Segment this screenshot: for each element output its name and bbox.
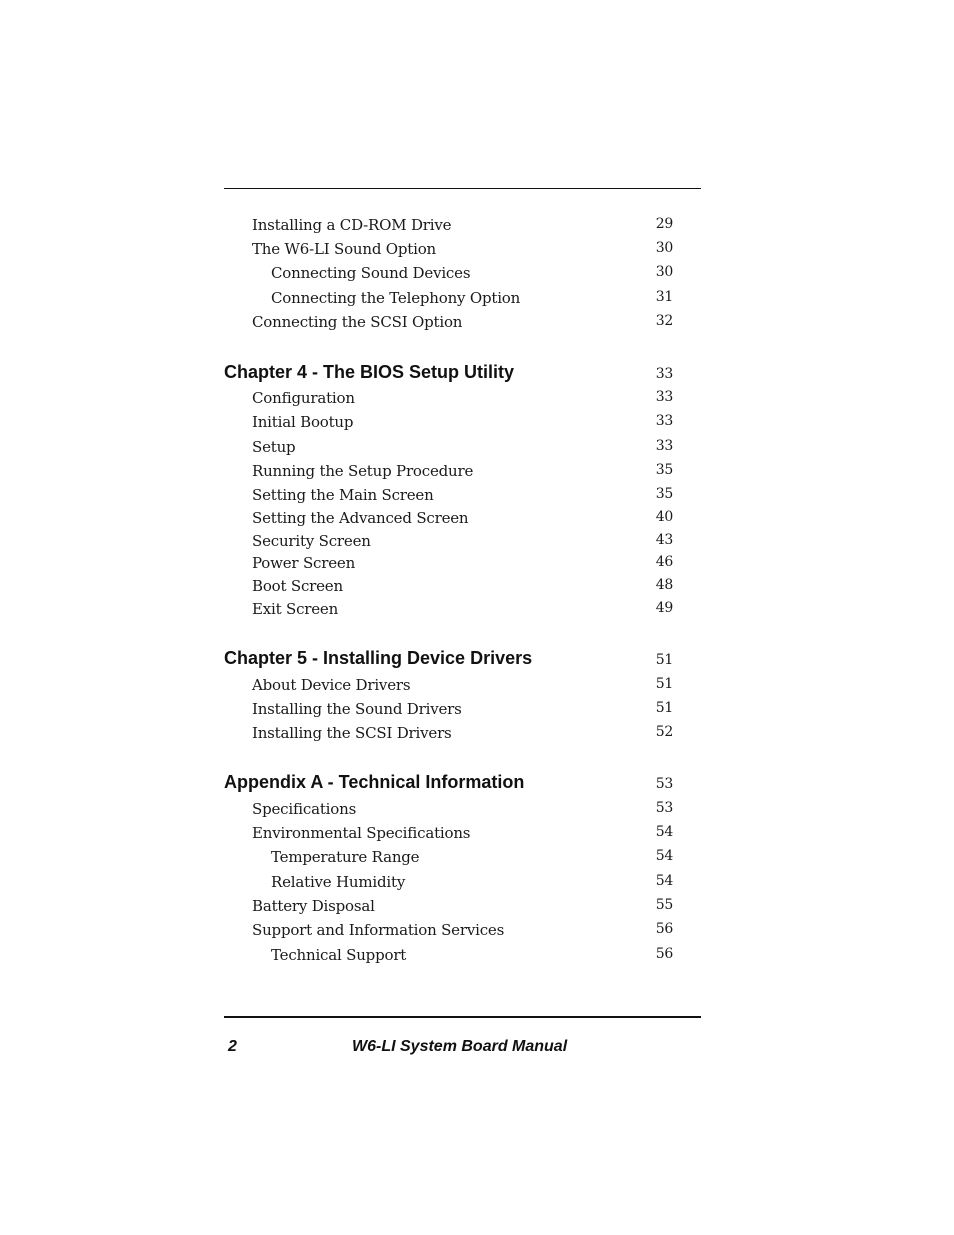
toc-entry-page: 49 (655, 600, 673, 616)
toc-chapter-entry (0, 648, 954, 670)
toc-entry-page: 33 (655, 366, 673, 382)
toc-entry-page: 56 (655, 921, 673, 937)
toc-chapter-entry (0, 362, 954, 384)
toc-entry (0, 800, 954, 822)
toc-entry-title: Exit Screen (252, 600, 339, 618)
toc-entry (0, 216, 954, 238)
toc-entry-title: Security Screen (252, 532, 371, 550)
toc-entry-title: Support and Information Services (252, 921, 505, 939)
toc-entry-page: 53 (655, 800, 673, 816)
toc-entry-page: 35 (655, 486, 673, 502)
toc-entry-page: 52 (655, 724, 673, 740)
footer-title: W6-LI System Board Manual (352, 1038, 568, 1055)
toc-entry (0, 676, 954, 698)
toc-entry-title: Chapter 4 - The BIOS Setup Utility (224, 362, 515, 382)
toc-entry-page: 54 (655, 824, 673, 840)
toc-entry (0, 240, 954, 262)
toc-entry-page: 31 (655, 289, 673, 305)
toc-entry-page: 40 (655, 509, 673, 525)
toc-entry (0, 946, 954, 968)
toc-entry (0, 289, 954, 311)
toc-entry-page: 35 (655, 462, 673, 478)
toc-entry-title: Temperature Range (271, 848, 420, 866)
toc-entry (0, 897, 954, 919)
toc-entry-title: Boot Screen (252, 577, 343, 595)
toc-entry (0, 873, 954, 895)
toc-entry-page: 55 (655, 897, 673, 913)
toc-entry-page: 32 (655, 313, 673, 329)
toc-entry-page: 53 (655, 776, 673, 792)
toc-entry (0, 438, 954, 460)
toc-entry (0, 313, 954, 335)
toc-entry (0, 413, 954, 435)
toc-entry-title: About Device Drivers (252, 676, 411, 694)
toc-entry-title: Setting the Advanced Screen (252, 509, 469, 527)
toc-entry-title: Connecting the SCSI Option (252, 313, 463, 331)
toc-entry-page: 51 (655, 652, 673, 668)
toc-entry-page: 56 (655, 946, 673, 962)
toc-entry (0, 724, 954, 746)
toc-entry-page: 33 (655, 438, 673, 454)
toc-entry-page: 30 (655, 264, 673, 280)
toc-entry-page: 51 (655, 676, 673, 692)
toc-entry-title: Specifications (252, 800, 357, 818)
toc-entry-title: Power Screen (252, 554, 356, 572)
toc-entry (0, 921, 954, 943)
toc-entry-page: 54 (655, 848, 673, 864)
toc-entry-page: 46 (655, 554, 673, 570)
toc-entry (0, 486, 954, 508)
toc-entry-page: 43 (655, 532, 673, 548)
bottom-rule (224, 1016, 701, 1018)
footer-page-number: 2 (228, 1038, 237, 1055)
toc-entry-title: Environmental Specifications (252, 824, 471, 842)
toc-entry (0, 554, 954, 576)
toc-entry (0, 824, 954, 846)
toc-entry (0, 462, 954, 484)
toc-entry-page: 33 (655, 413, 673, 429)
toc-entry-title: Initial Bootup (252, 413, 354, 431)
toc-entry (0, 509, 954, 531)
toc-entry-title: Setup (252, 438, 296, 456)
toc-entry (0, 848, 954, 870)
toc-entry (0, 264, 954, 286)
toc-entry-title: Running the Setup Procedure (252, 462, 474, 480)
toc-entry-page: 54 (655, 873, 673, 889)
toc-entry-page: 48 (655, 577, 673, 593)
toc-entry (0, 700, 954, 722)
toc-entry-title: Installing the SCSI Drivers (252, 724, 452, 742)
toc-entry-title: Installing a CD-ROM Drive (252, 216, 452, 234)
toc-entry-title: The W6-LI Sound Option (252, 240, 437, 258)
toc-entry-page: 51 (655, 700, 673, 716)
toc-entry-page: 30 (655, 240, 673, 256)
toc-entry-title: Battery Disposal (252, 897, 375, 915)
toc-entry-title: Appendix A - Technical Information (224, 772, 525, 792)
toc-entry-title: Installing the Sound Drivers (252, 700, 462, 718)
toc-entry (0, 577, 954, 599)
toc-entry-title: Technical Support (271, 946, 407, 964)
toc-entry-title: Connecting the Telephony Option (271, 289, 521, 307)
toc-entry-page: 33 (655, 389, 673, 405)
top-rule (224, 188, 701, 189)
toc-entry-title: Setting the Main Screen (252, 486, 434, 504)
toc-entry-title: Configuration (252, 389, 355, 407)
toc-entry (0, 600, 954, 622)
toc-entry-title: Connecting Sound Devices (271, 264, 471, 282)
toc-entry-title: Relative Humidity (271, 873, 406, 891)
toc-entry (0, 532, 954, 554)
toc-entry-page: 29 (655, 216, 673, 232)
toc-entry (0, 389, 954, 411)
toc-entry-title: Chapter 5 - Installing Device Drivers (224, 648, 533, 668)
toc-chapter-entry (0, 772, 954, 794)
